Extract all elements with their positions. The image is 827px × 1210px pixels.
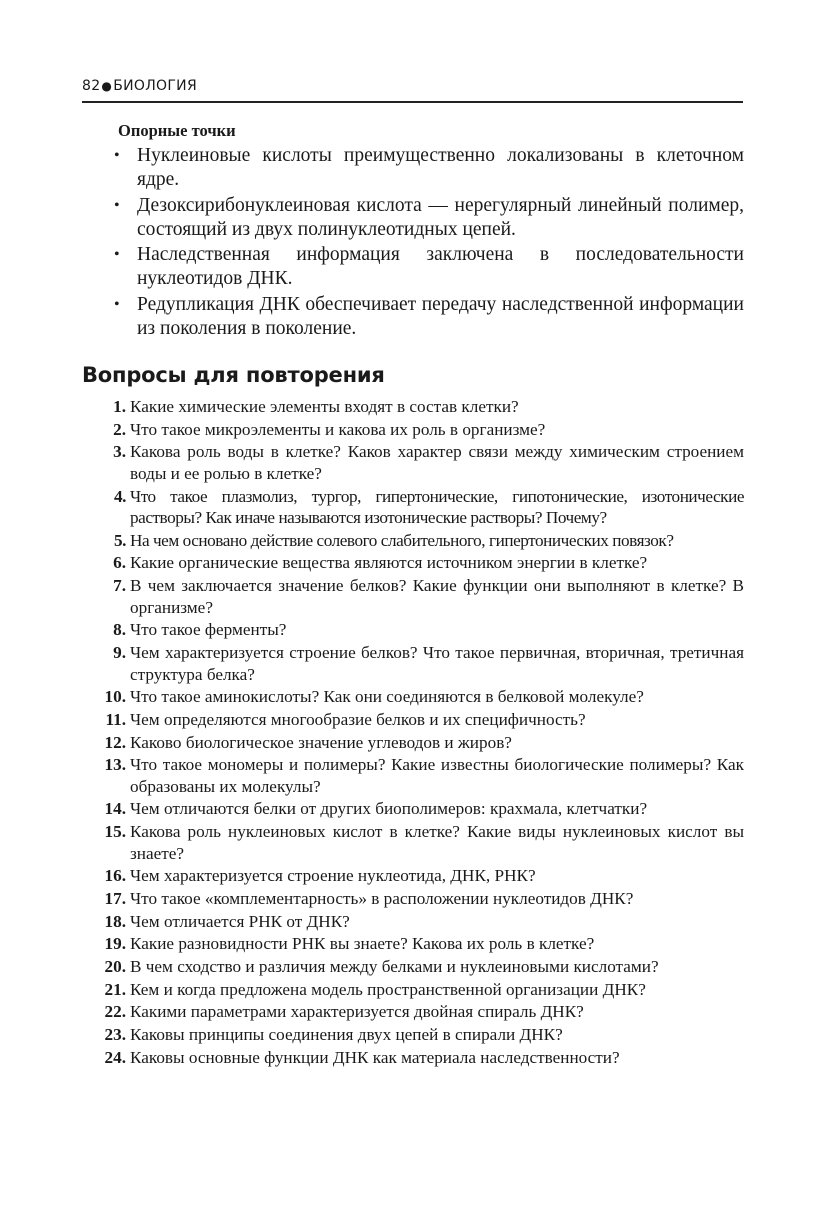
- key-point-item: [82, 144, 744, 192]
- question-item: [82, 396, 744, 418]
- book-title: БИОЛОГИЯ: [113, 78, 197, 94]
- question-item: [82, 1047, 744, 1069]
- question-text: Чем характеризуется строение белков? Что такое первичная, вторичная, третичная структура белка?: [130, 643, 744, 684]
- key-point-item: [82, 194, 744, 242]
- question-item: [82, 754, 744, 797]
- question-text: Кем и когда предложена модель пространственной организации ДНК?: [130, 979, 646, 999]
- question-number: 4.: [114, 486, 126, 506]
- question-item: [82, 798, 744, 820]
- key-point-text: Дезоксирибонуклеиновая кислота — нерегулярный линейный полимер, состоящий из двух полинуклеотидных цепей.: [137, 194, 744, 240]
- question-item: [82, 619, 744, 641]
- question-item: [82, 486, 744, 529]
- question-number: 10.: [104, 687, 126, 707]
- question-item: [82, 865, 744, 887]
- question-number: 24.: [104, 1047, 126, 1067]
- question-item: [82, 530, 744, 552]
- question-number: 11.: [105, 709, 126, 729]
- question-text: Что такое микроэлементы и какова их роль в организме?: [130, 419, 546, 439]
- key-point-text: Нуклеиновые кислоты преимущественно локализованы в клеточном ядре.: [137, 145, 744, 190]
- header-rule: [82, 101, 743, 103]
- question-number: 7.: [113, 576, 126, 596]
- header-bullet-icon: ●: [101, 79, 113, 93]
- bullet-icon: •: [114, 147, 120, 164]
- question-text: В чем заключается значение белков? Какие функции они выполняют в клетке? В организме?: [130, 576, 744, 617]
- question-item: [82, 933, 744, 955]
- section-title: Вопросы для повторения: [82, 363, 385, 387]
- question-item: [82, 821, 744, 864]
- page-number: 82: [82, 78, 101, 94]
- bullet-icon: •: [114, 246, 120, 263]
- bullet-icon: •: [114, 196, 120, 214]
- question-text: Чем характеризуется строение нуклеотида, ДНК, РНК?: [130, 866, 536, 886]
- key-point-item: [82, 293, 744, 341]
- question-number: 6.: [113, 553, 126, 573]
- question-text: На чем основано действие солевого слабительного, гипертонических повязок?: [130, 530, 674, 550]
- question-item: [82, 732, 744, 754]
- question-text: Какова роль воды в клетке? Каков характер связи между химическим строением воды и ее ролью в клетке?: [130, 442, 744, 483]
- question-number: 3.: [113, 442, 126, 462]
- question-number: 21.: [104, 979, 126, 999]
- question-item: [82, 888, 744, 910]
- question-item: [82, 709, 744, 731]
- question-text: Каковы принципы соединения двух цепей в спирали ДНК?: [130, 1025, 563, 1045]
- question-text: Каковы основные функции ДНК как материала наследственности?: [130, 1047, 620, 1067]
- question-text: Какими параметрами характеризуется двойная спираль ДНК?: [130, 1002, 584, 1022]
- key-point-item: [82, 243, 744, 291]
- key-point-text: Наследственная информация заключена в последовательности нуклеотидов ДНК.: [137, 244, 744, 289]
- question-number: 1.: [113, 397, 126, 416]
- question-text: Что такое аминокислоты? Как они соединяются в белковой молекуле?: [130, 687, 644, 707]
- question-number: 17.: [104, 889, 126, 908]
- question-text: Что такое плазмолиз, тургор, гипертонические, гипотонические, изотонические растворы? Как иначе называются изотонические растворы? Почему?: [130, 486, 744, 528]
- question-item: [82, 642, 744, 685]
- question-text: В чем сходство и различия между белками и нуклеиновыми кислотами?: [130, 957, 659, 977]
- question-text: Что такое мономеры и полимеры? Какие известны биологические полимеры? Как образованы их молекулы?: [130, 755, 744, 796]
- running-head: [82, 78, 742, 94]
- question-text: Каково биологическое значение углеводов и жиров?: [130, 732, 512, 752]
- question-number: 23.: [104, 1025, 126, 1045]
- question-item: [82, 956, 744, 978]
- question-number: 22.: [104, 1002, 126, 1022]
- question-number: 20.: [104, 957, 126, 977]
- question-text: Чем определяются многообразие белков и их специфичность?: [130, 709, 586, 729]
- question-item: [82, 575, 744, 618]
- question-number: 14.: [104, 799, 126, 819]
- question-text: Что такое «комплементарность» в расположении нуклеотидов ДНК?: [130, 889, 634, 908]
- question-text: Какие органические вещества являются источником энергии в клетке?: [130, 553, 648, 573]
- question-item: [82, 979, 744, 1001]
- question-item: [82, 1024, 744, 1046]
- question-number: 2.: [113, 419, 126, 439]
- question-number: 15.: [104, 822, 126, 842]
- question-number: 12.: [104, 732, 126, 752]
- question-text: Чем отличается РНК от ДНК?: [130, 911, 350, 931]
- question-text: Чем отличаются белки от других биополимеров: крахмала, клетчатки?: [130, 799, 648, 819]
- question-item: [82, 419, 744, 441]
- question-number: 9.: [113, 643, 126, 662]
- question-text: Какие химические элементы входят в состав клетки?: [130, 397, 519, 416]
- question-number: 5.: [114, 530, 126, 550]
- question-item: [82, 552, 744, 574]
- key-points-title: Опорные точки: [118, 121, 236, 140]
- question-item: [82, 911, 744, 933]
- question-item: [82, 441, 744, 484]
- question-text: Какие разновидности РНК вы знаете? Какова их роль в клетке?: [130, 934, 595, 954]
- bullet-icon: •: [114, 295, 120, 313]
- question-number: 16.: [104, 866, 126, 886]
- key-points-block: [82, 120, 744, 342]
- question-number: 13.: [104, 755, 126, 775]
- question-text: Что такое ферменты?: [130, 620, 287, 640]
- question-item: [82, 686, 744, 708]
- question-number: 8.: [113, 620, 126, 640]
- question-number: 18.: [104, 911, 126, 931]
- question-item: [82, 1001, 744, 1023]
- question-list: [82, 396, 744, 1068]
- key-points-list: [82, 144, 744, 341]
- review-questions: [82, 396, 744, 1070]
- question-text: Какова роль нуклеиновых кислот в клетке? Какие виды нуклеиновых кислот вы знаете?: [130, 822, 744, 863]
- key-point-text: Редупликация ДНК обеспечивает передачу наследственной информации из поколения в поколение.: [137, 293, 744, 339]
- question-number: 19.: [104, 934, 126, 954]
